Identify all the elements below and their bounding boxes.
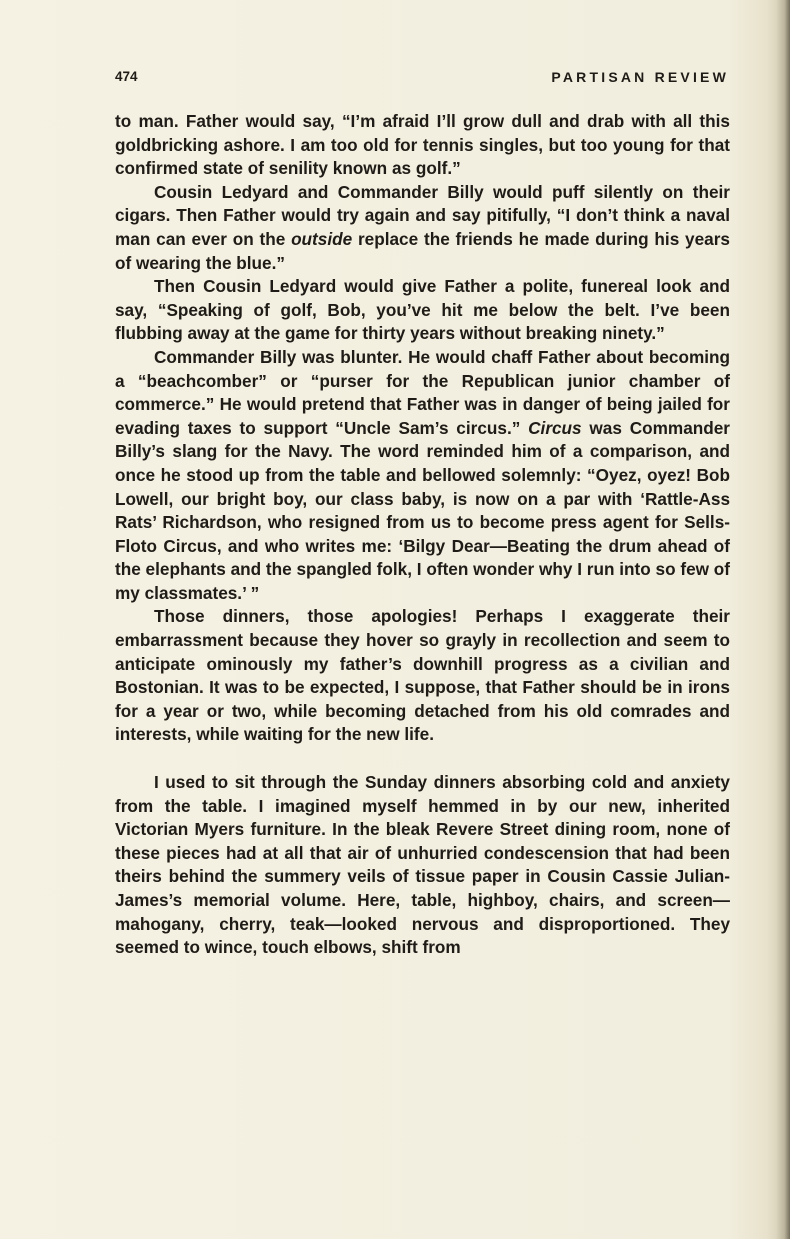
text-run: Those dinners, those apologies! Perhaps I exaggerate their embarrassment because they hover so grayly in recollection and seem to anticipate ominously my father’s downhill progress as a civilian and Bostonian. It was to be expected, I suppose, that Father should be in irons for a year or two, while becoming detached from his old comrades and interests, while waiting for the new life. <box>115 606 730 745</box>
paragraph <box>115 110 730 181</box>
paragraph <box>115 346 730 606</box>
italic-text: Circus <box>528 417 582 438</box>
paragraph <box>115 275 730 346</box>
text-run: to man. Father would say, “I’m afraid I’ll grow dull and drab with all this goldbricking ashore. I am too old for tennis singles, but too young for that confirmed state of senility known as golf.” <box>115 111 730 179</box>
running-head: PARTISAN REVIEW <box>551 69 729 85</box>
paragraph <box>115 771 730 960</box>
italic-text: outside <box>291 228 353 249</box>
page-header <box>115 69 729 89</box>
page-number: 474 <box>115 69 138 84</box>
paragraph <box>115 181 730 275</box>
paragraph <box>115 605 730 747</box>
page-edge-shadow <box>776 0 790 1239</box>
text-run: Cousin Ledyard and Commander Billy would puff silently on their cigars. Then Father would try again and say pitifully, “I don’t think a naval man can ever on the <box>115 181 730 249</box>
body-text <box>115 110 730 960</box>
text-run: replace the friends he made during his years of wearing the blue.” <box>115 228 730 273</box>
text-run: Then Cousin Ledyard would give Father a polite, funereal look and say, “Speaking of golf, Bob, you’ve hit me below the belt. I’ve been flubbing away at the game for thirty years without breaking ninety.” <box>115 276 730 344</box>
text-run: was Commander Billy’s slang for the Navy. The word reminded him of a comparison, and once he stood up from the table and bellowed solemnly: “Oyez, oyez! Bob Lowell, our bright boy, our class baby, is now on a par with ‘Rattle-Ass Rats’ Richardson, who resigned from us to become press agent for Sells-Floto Circus, and who writes me: ‘Bilgy Dear—Beating the drum ahead of the elephants and the spangled folk, I often wonder why I run into so few of my classmates.’ ” <box>115 417 730 603</box>
text-run: Commander Billy was blunter. He would chaff Father about becoming a “beachcomber” or “purser for the Republican junior chamber of commerce.” He would pretend that Father was in danger of being jailed for evading taxes to support “Uncle Sam’s circus.” <box>115 346 730 438</box>
text-run: I used to sit through the Sunday dinners absorbing cold and anxiety from the table. I imagined myself hemmed in by our new, inherited Victorian Myers furniture. In the bleak Revere Street dining room, none of these pieces had at all that air of unhurried condescension that had been theirs behind the summery veils of tissue paper in Cousin Cassie Julian-James’s memorial volume. Here, table, highboy, chairs, and screen—mahogany, cherry, teak—looked nervous and disproportioned. They seemed to wince, touch elbows, shift from <box>115 772 730 958</box>
